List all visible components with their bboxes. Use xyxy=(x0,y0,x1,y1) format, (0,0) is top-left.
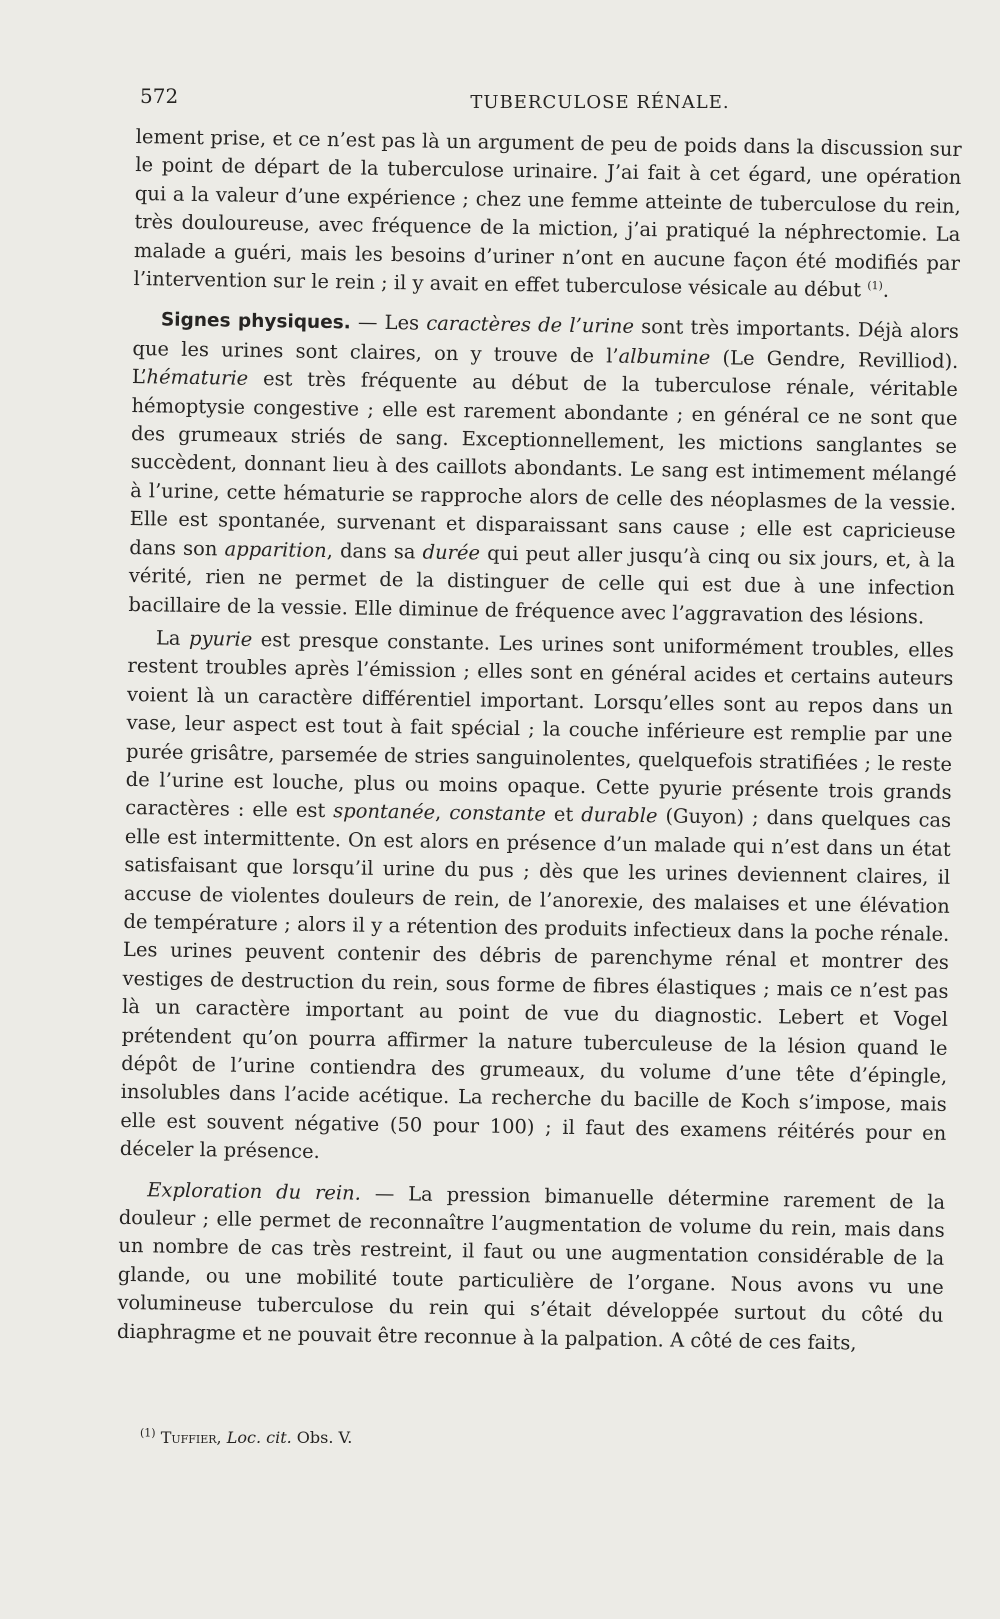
text-run: qui peut aller jusqu’à cinq ou six jours, et, à la vérité, rien ne permet de la distinguer de celle qui est due à une infection bacillaire de la vessie. Elle diminue de fréquence avec l’aggravation des lésions. xyxy=(128,541,956,628)
paragraph-pyurie xyxy=(120,624,954,1177)
footnote-observation: Obs. V. xyxy=(291,1428,353,1447)
text-run: — La pression bimanuelle détermine rarement de la douleur ; elle permet de reconnaître l’augmentation de volume du rein, mais dans un nombre de cas très restreint, il faut ou une augmentation considérable de la glande, ou une mobilité toute particulière de l’organe. Nous avons vu une volumineuse tuberculose du rein qui s’était développée surtout du côté du diaphragme et ne pouvait être reconnue à la palpation. A côté de ces faits, xyxy=(116,1181,946,1355)
text-run: et xyxy=(545,802,582,827)
text-run: , dans sa xyxy=(326,538,423,564)
text-run: sont très importants. Déjà alors que les urines sont claires, on y trouve de l’ xyxy=(132,315,960,368)
paragraph-signes-physiques xyxy=(128,305,959,631)
italic-run: pyurie xyxy=(188,626,253,651)
footnote-mark: (1) xyxy=(140,1426,156,1440)
italic-run: hématurie xyxy=(146,365,249,391)
italic-run: albumine xyxy=(618,344,711,369)
italic-run: constante xyxy=(449,801,547,826)
paragraph-exploration xyxy=(117,1175,946,1358)
italic-run: Exploration du rein. xyxy=(147,1177,362,1205)
text-run: La xyxy=(155,626,190,650)
footnote-reference-text: Loc. cit. xyxy=(226,1428,292,1447)
body-text xyxy=(117,123,962,1359)
paragraph-text: lement prise, et ce n’est pas là un argument de peu de poids dans la discussion sur le point de départ de la tuberculose urinaire. J’ai fait à cet égard, une opération qui a la valeur d’une expérience ; chez une femme atteinte de tuberculose du rein, très douloureuse, avec fréquence de la miction, j’ai pratiqué la néphrectomie. La malade a guéri, mais les besoins d’uriner n’ont en aucune façon été modifiés par l’intervention sur le rein ; il y avait en effet tuberculose vésicale au début xyxy=(133,124,962,302)
text-run: est presque constante. Les urines sont uniformément troubles, elles restent troubles après l’émission ; elles sont en général acides et certains auteurs voient là un caractère différentiel important. Lorsqu’elles sont au repos dans un vase, leur aspect est tout à fait spécial ; la couche inférieure est remplie par une purée grisâtre, parsemée de stries sanguinolentes, quelquefois stratifiées ; le reste de l’urine est louche, plus ou moins opaque. Cette pyurie présente trois grands caractères : elle est xyxy=(125,627,955,823)
text-run: (Le Gendre, Revilliod). L’ xyxy=(131,345,959,389)
paragraph-end: . xyxy=(882,278,890,302)
page-number: 572 xyxy=(140,84,179,108)
text-run: , xyxy=(434,801,450,825)
italic-run: caractères de l’urine xyxy=(426,312,635,339)
text-run: (Guyon) ; dans quelques cas elle est intermittente. On est alors en présence d’un malade qui n’est dans un état satisfaisant que lorsqu’il urine du pus ; dès que les urines deviennent claires, il accuse de violentes douleurs de rein, de l’anorexie, des malaises et une élévation de température ; alors il y a rétention des produits infectieux dans la poche rénale. Les urines peuvent contenir des débris de parenchyme rénal et montrer des vestiges de destruction du rein, sous forme de fibres élastiques ; mais ce n’est pas là un caractère important au point de vue du diagnostic. Lebert et Vogel prétendent qu’on pourra affirmer la nature tuberculeuse de la lésion quand le dépôt de l’urine contiendra des grumeaux, du volume d’une tête d’épingle, insolubles dans l’acide acétique. La recherche du bacille de Koch s’impose, mais elle est souvent négative (50 pour 100) ; il faut des examens réitérés pour en déceler la présence. xyxy=(119,804,952,1164)
footnote xyxy=(140,1428,940,1447)
footnote-author: Tuffier, xyxy=(160,1428,222,1447)
text-run: — Les xyxy=(350,310,427,336)
italic-run: spontanée xyxy=(333,799,436,825)
italic-run: durable xyxy=(581,803,658,828)
text-run: est très fréquente au début de la tuberculose rénale, véritable hémoptysie congestive ; elle est rarement abondante ; en général ce ne sont que des grumeaux striés de sang. Exceptionnellement, les mictions sanglantes se succèdent, donnant lieu à des caillots abondants. Le sang est intimement mélangé à l’urine, cette hématurie se rapproche alors de celle des néoplasmes de la vessie. Elle est spontanée, survenant et disparaissant sans cause ; elle est capricieuse dans son xyxy=(129,367,959,561)
italic-run: durée xyxy=(422,540,481,565)
paragraph-continuation xyxy=(133,123,962,306)
page-header xyxy=(140,84,960,118)
footnote-reference: (1) xyxy=(867,279,883,293)
running-title: TUBERCULOSE RÉNALE. xyxy=(470,92,730,113)
italic-run: apparition xyxy=(224,537,327,562)
section-heading: Signes physiques. xyxy=(160,309,351,334)
